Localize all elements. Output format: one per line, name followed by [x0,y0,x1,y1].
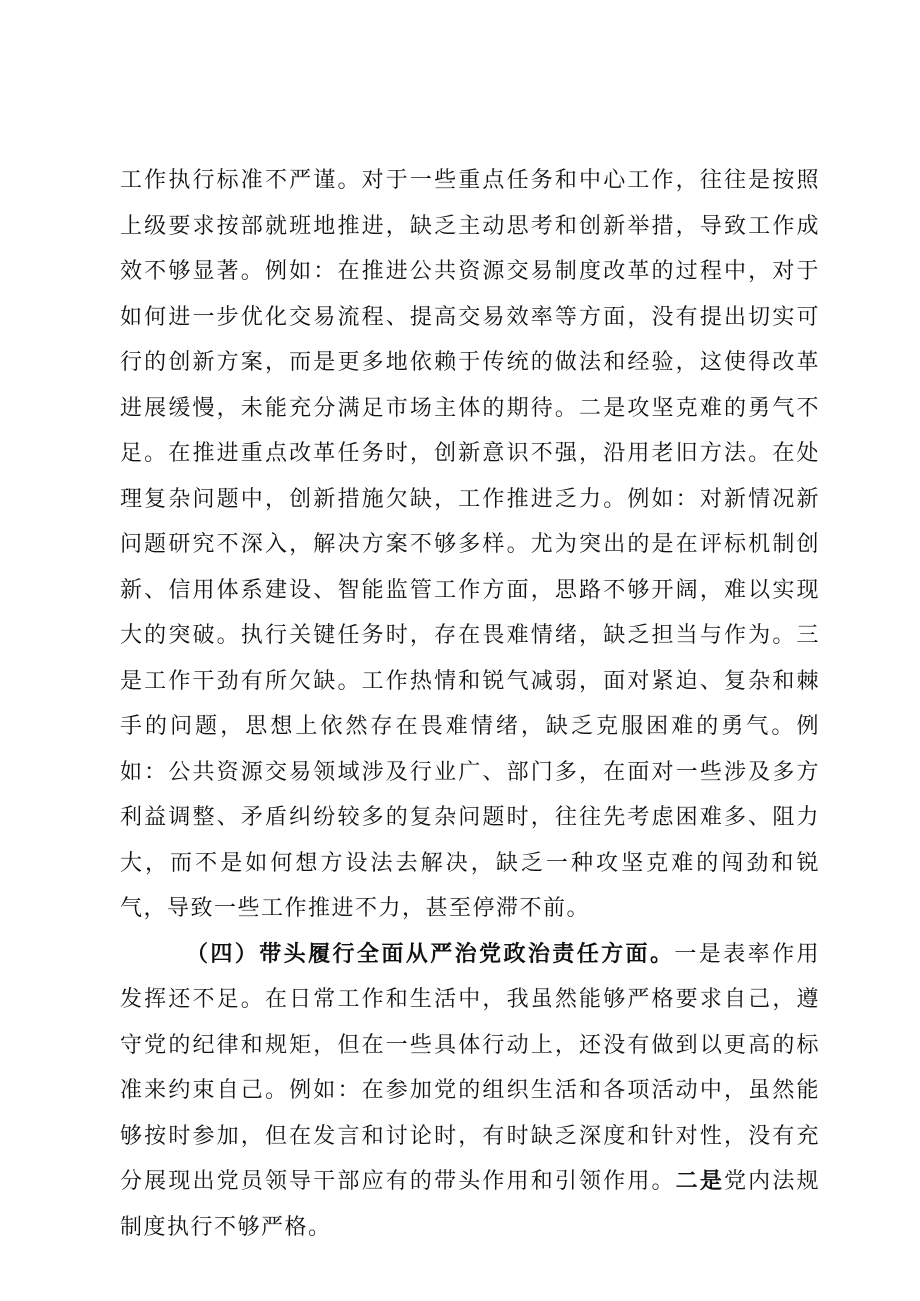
section-body: 一是表率作用发挥还不足。在日常工作和生活中，我虽然能够严格要求自己，遵守党的纪律和规矩，但在一些具体行动上，还没有做到以更高的标准来约束自己。例如：在参加党的组织生活和各项活动中，虽然能够按时参加，但在发言和讨论时，有时缺乏深度和针对性，没有充分展现出党员领导干部应有的带头作用和引领作用。 [120,941,820,1194]
paragraph-continuation: 工作执行标准不严谨。对于一些重点任务和中心工作，往往是按照上级要求按部就班地推进，缺乏主动思考和创新举措，导致工作成效不够显著。例如：在推进公共资源交易制度改革的过程中，对于如何进一步优化交易流程、提高交易效率等方面，没有提出切实可行的创新方案，而是更多地依赖于传统的做法和经验，这使得改革进展缓慢，未能充分满足市场主体的期待。二是攻坚克难的勇气不足。在推进重点改革任务时，创新意识不强，沿用老旧方法。在处理复杂问题中，创新措施欠缺，工作推进乏力。例如：对新情况新问题研究不深入，解决方案不够多样。尤为突出的是在评标机制创新、信用体系建设、智能监管工作方面，思路不够开阔，难以实现大的突破。执行关键任务时，存在畏难情绪，缺乏担当与作为。三是工作干劲有所欠缺。工作热情和锐气减弱，面对紧迫、复杂和棘手的问题，思想上依然存在畏难情绪，缺乏克服困难的勇气。例如：公共资源交易领域涉及行业广、部门多，在面对一些涉及多方利益调整、矛盾纠纷较多的复杂问题时，往往先考虑困难多、阻力大，而不是如何想方设法去解决，缺乏一种攻坚克难的闯劲和锐气，导致一些工作推进不力，甚至停滞不前。 [120,168,820,921]
section-heading: （四）带头履行全面从严治党政治责任方面。 [186,940,675,967]
paragraph-section-four [120,932,820,1251]
section-point-two-text: 党内法规制度执行不够严格。 [120,1169,820,1240]
section-point-two-lead: 二是 [675,1168,724,1194]
document-body [120,158,820,1250]
